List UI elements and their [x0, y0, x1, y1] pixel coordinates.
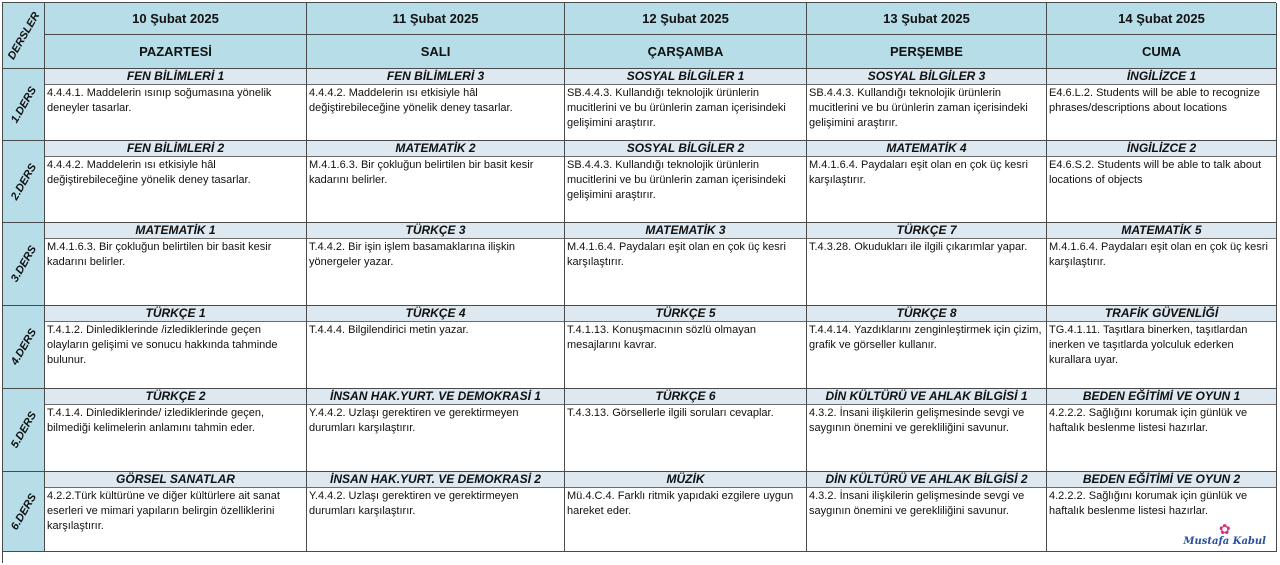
lesson-subject: SOSYAL BİLGİLER 1	[565, 69, 806, 85]
lesson-cell	[807, 472, 1047, 552]
lesson-cell	[1047, 141, 1277, 223]
period-label: 2.DERS	[8, 161, 39, 202]
day-date-header: 13 Şubat 2025	[807, 3, 1047, 35]
lesson-cell	[1047, 306, 1277, 389]
lesson-subject: MATEMATİK 5	[1047, 223, 1276, 239]
lesson-cell	[307, 389, 565, 472]
lesson-outcome: Y.4.4.2. Uzlaşı gerektiren ve gerektirmeyen durumları karşılaştırır.	[309, 490, 519, 517]
lesson-subject: FEN BİLİMLERİ 1	[45, 69, 306, 85]
lesson-outcome: 4.2.2.Türk kültürüne ve diğer kültürlere ait sanat eserleri ve mimari yapıların belirgin özelliklerini karşılaştırır.	[47, 490, 280, 532]
lesson-cell	[45, 306, 307, 389]
lesson-outcome: T.4.4.4. Bilgilendirici metin yazar.	[309, 324, 469, 336]
lesson-outcome: SB.4.4.3. Kullandığı teknolojik ürünlerin mucitlerini ve bu ürünlerin zaman içerisindeki gelişimini araştırır.	[567, 87, 786, 129]
lesson-cell	[807, 389, 1047, 472]
day-name-header: SALI	[307, 35, 565, 69]
lesson-cell	[807, 306, 1047, 389]
period-label-cell	[3, 472, 45, 552]
lesson-subject: TÜRKÇE 7	[807, 223, 1046, 239]
lesson-outcome: 4.2.2.2. Sağlığını korumak için günlük ve haftalık beslenme listesi hazırlar.	[1049, 407, 1248, 434]
author-watermark	[1183, 522, 1266, 547]
lesson-cell	[565, 141, 807, 223]
lesson-cell	[565, 306, 807, 389]
lesson-subject: TÜRKÇE 3	[307, 223, 564, 239]
lesson-outcome: SB.4.4.3. Kullandığı teknolojik ürünlerin mucitlerini ve bu ürünlerin zaman içerisindeki gelişimini araştırır.	[809, 87, 1028, 129]
day-date-header: 11 Şubat 2025	[307, 3, 565, 35]
lesson-outcome: M.4.1.6.4. Paydaları eşit olan en çok üç kesri karşılaştırır.	[1049, 241, 1268, 268]
lesson-subject: MATEMATİK 4	[807, 141, 1046, 157]
lesson-cell	[1047, 389, 1277, 472]
lesson-cell	[45, 141, 307, 223]
lesson-subject: TÜRKÇE 1	[45, 306, 306, 322]
lesson-cell	[307, 306, 565, 389]
day-name-header: PERŞEMBE	[807, 35, 1047, 69]
lesson-subject: İNGİLİZCE 2	[1047, 141, 1276, 157]
lesson-subject: SOSYAL BİLGİLER 2	[565, 141, 806, 157]
lesson-outcome: M.4.1.6.4. Paydaları eşit olan en çok üç kesri karşılaştırır.	[809, 159, 1028, 186]
lesson-cell	[307, 141, 565, 223]
lesson-subject: TÜRKÇE 8	[807, 306, 1046, 322]
lesson-subject: FEN BİLİMLERİ 2	[45, 141, 306, 157]
day-name-header: ÇARŞAMBA	[565, 35, 807, 69]
lesson-outcome: 4.2.2.2. Sağlığını korumak için günlük ve haftalık beslenme listesi hazırlar.	[1049, 490, 1248, 517]
period-label-cell	[3, 141, 45, 223]
period-label-cell	[3, 389, 45, 472]
lesson-cell	[307, 69, 565, 141]
lesson-outcome: Mü.4.C.4. Farklı ritmik yapıdaki ezgilere uygun hareket eder.	[567, 490, 794, 517]
flower-icon: ✿	[1218, 521, 1231, 537]
period-label-cell	[3, 69, 45, 141]
dersler-header-cell	[3, 3, 45, 69]
lesson-subject: MATEMATİK 3	[565, 223, 806, 239]
day-name-header: CUMA	[1047, 35, 1277, 69]
lesson-subject: BEDEN EĞİTİMİ VE OYUN 1	[1047, 389, 1276, 405]
lesson-subject: TÜRKÇE 2	[45, 389, 306, 405]
lesson-cell	[1047, 472, 1277, 552]
lesson-outcome: TG.4.1.11. Taşıtlara binerken, taşıtlardan inerken ve taşıtlarda yolculuk ederken kurallara uyar.	[1049, 324, 1248, 366]
lesson-outcome: E4.6.S.2. Students will be able to talk about locations of objects	[1049, 159, 1262, 186]
lesson-subject: TÜRKÇE 6	[565, 389, 806, 405]
period-label-cell	[3, 223, 45, 306]
period-label-cell	[3, 306, 45, 389]
lesson-outcome: T.4.4.14. Yazdıklarını zenginleştirmek için çizim, grafik ve görseller kullanır.	[809, 324, 1042, 351]
period-label: 4.DERS	[8, 326, 39, 368]
lesson-cell	[807, 223, 1047, 306]
period-label: 3.DERS	[8, 243, 39, 285]
day-name-header: PAZARTESİ	[45, 35, 307, 69]
lesson-cell	[45, 472, 307, 552]
lesson-cell	[1047, 69, 1277, 141]
lesson-outcome: T.4.1.13. Konuşmacının sözlü olmayan mesajlarını kavrar.	[567, 324, 756, 351]
lesson-outcome: M.4.1.6.4. Paydaları eşit olan en çok üç kesri karşılaştırır.	[567, 241, 786, 268]
lesson-outcome: SB.4.4.3. Kullandığı teknolojik ürünlerin mucitlerini ve bu ürünlerin zaman içerisindeki gelişimini araştırır.	[567, 159, 786, 201]
lesson-subject: TÜRKÇE 5	[565, 306, 806, 322]
day-date-header: 10 Şubat 2025	[45, 3, 307, 35]
period-label: 1.DERS	[8, 84, 39, 125]
lesson-subject: TÜRKÇE 4	[307, 306, 564, 322]
lesson-subject: MATEMATİK 1	[45, 223, 306, 239]
lesson-cell	[807, 69, 1047, 141]
lesson-cell	[45, 69, 307, 141]
lesson-outcome: 4.4.4.1. Maddelerin ısınıp soğumasına yönelik deneyler tasarlar.	[47, 87, 272, 114]
lesson-outcome: Y.4.4.2. Uzlaşı gerektiren ve gerektirmeyen durumları karşılaştırır.	[309, 407, 519, 434]
lesson-outcome: T.4.1.2. Dinlediklerinde /izlediklerinde geçen olayların gelişimi ve sonucu hakkında tahminde bulunur.	[47, 324, 278, 366]
lesson-cell	[565, 389, 807, 472]
lesson-cell	[307, 223, 565, 306]
lesson-subject: GÖRSEL SANATLAR	[45, 472, 306, 488]
lesson-subject: MÜZİK	[565, 472, 806, 488]
lesson-cell	[565, 69, 807, 141]
lesson-subject: MATEMATİK 2	[307, 141, 564, 157]
lesson-cell	[807, 141, 1047, 223]
lesson-subject: SOSYAL BİLGİLER 3	[807, 69, 1046, 85]
lesson-outcome: T.4.1.4. Dinlediklerinde/ izlediklerinde geçen, bilmediği kelimelerin anlamını tahmin eder.	[47, 407, 265, 434]
lesson-subject: İNSAN HAK.YURT. VE DEMOKRASİ 1	[307, 389, 564, 405]
lesson-outcome: 4.3.2. İnsani ilişkilerin gelişmesinde sevgi ve saygının önemini ve gerekliliğini savunur.	[809, 407, 1025, 434]
lesson-outcome: 4.3.2. İnsani ilişkilerin gelişmesinde sevgi ve saygının önemini ve gerekliliğini savunur.	[809, 490, 1025, 517]
period-label: 5.DERS	[8, 409, 39, 451]
dersler-label: DERSLER	[5, 9, 42, 62]
lesson-subject: FEN BİLİMLERİ 3	[307, 69, 564, 85]
lesson-outcome: 4.4.4.2. Maddelerin ısı etkisiyle hâl değiştirebileceğine yönelik deney tasarlar.	[309, 87, 513, 114]
lesson-cell	[45, 223, 307, 306]
lesson-outcome: E4.6.L.2. Students will be able to recognize phrases/descriptions about locations	[1049, 87, 1260, 114]
lesson-subject: TRAFİK GÜVENLİĞİ	[1047, 306, 1276, 322]
lesson-outcome: T.4.3.28. Okudukları ile ilgili çıkarımlar yapar.	[809, 241, 1028, 253]
lesson-subject: BEDEN EĞİTİMİ VE OYUN 2	[1047, 472, 1276, 488]
lesson-cell	[45, 389, 307, 472]
lesson-outcome: T.4.3.13. Görsellerle ilgili soruları cevaplar.	[567, 407, 774, 419]
lesson-outcome: T.4.4.2. Bir işin işlem basamaklarına ilişkin yönergeler yazar.	[309, 241, 516, 268]
lesson-subject: DİN KÜLTÜRÜ VE AHLAK BİLGİSİ 2	[807, 472, 1046, 488]
lesson-cell	[565, 472, 807, 552]
day-date-header: 12 Şubat 2025	[565, 3, 807, 35]
lesson-subject: DİN KÜLTÜRÜ VE AHLAK BİLGİSİ 1	[807, 389, 1046, 405]
lesson-outcome: 4.4.4.2. Maddelerin ısı etkisiyle hâl değiştirebileceğine yönelik deney tasarlar.	[47, 159, 251, 186]
lesson-cell	[1047, 223, 1277, 306]
day-date-header: 14 Şubat 2025	[1047, 3, 1277, 35]
weekly-lesson-plan-table	[2, 2, 1276, 563]
lesson-outcome: M.4.1.6.3. Bir çokluğun belirtilen bir basit kesir kadarını belirler.	[309, 159, 534, 186]
period-label: 6.DERS	[8, 491, 39, 532]
author-signature: Mustafa Kabul	[1183, 536, 1266, 547]
lesson-cell	[565, 223, 807, 306]
lesson-outcome: M.4.1.6.3. Bir çokluğun belirtilen bir basit kesir kadarını belirler.	[47, 241, 272, 268]
lesson-cell	[307, 472, 565, 552]
lesson-subject: İNSAN HAK.YURT. VE DEMOKRASİ 2	[307, 472, 564, 488]
lesson-subject: İNGİLİZCE 1	[1047, 69, 1276, 85]
